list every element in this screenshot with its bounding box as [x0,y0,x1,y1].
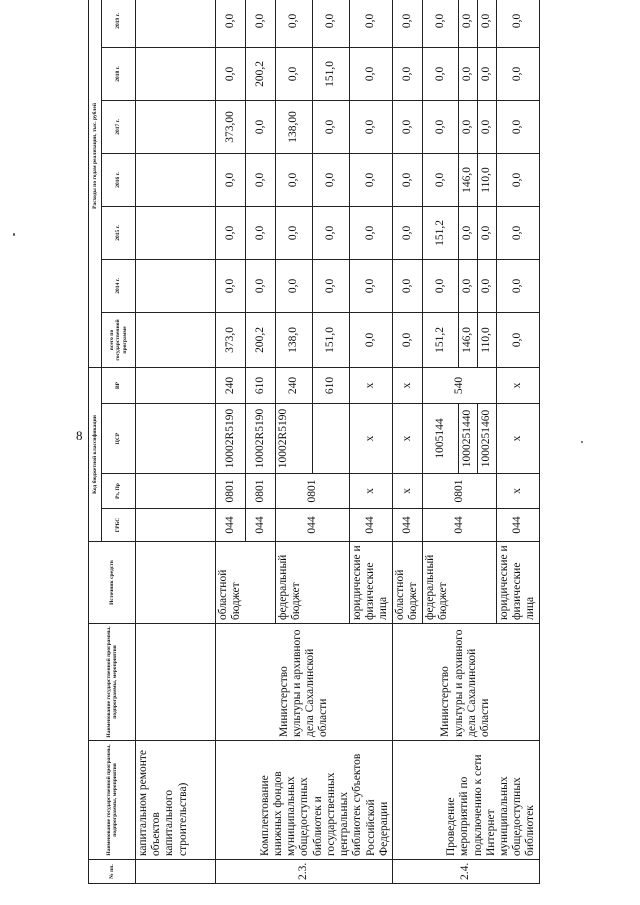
cell-value: 0,0 [313,0,350,47]
header-year: 2019 г. [102,0,136,47]
header-vr: ВР [102,367,136,403]
cell-value: 0,0 [423,0,459,47]
cell-source: областной бюджет [216,542,276,624]
cell-source: юридические и физические лица [497,542,540,624]
cell-value: 146,0 [459,153,478,206]
cell-total: 0,0 [497,312,540,367]
cell-program-name: Проведение мероприятий по подключению к сети Интернет муниципальных общедоступных библиотек [393,741,540,860]
cell-value: 0,0 [216,47,246,100]
scan-speck [13,233,15,236]
cell-value: 151,2 [423,206,459,259]
cell-value: 0,0 [216,259,246,312]
cell-value: 0,0 [423,259,459,312]
header-no: № пп. [89,860,136,884]
cell-value: 0,0 [313,259,350,312]
cell-value: 0,0 [350,100,393,153]
cell-value: 0,0 [478,259,497,312]
header-grbs: ГРБС [102,509,136,542]
header-expenses: Расходы по годам реализации, тыс. рублей [89,0,102,367]
cell-value: 110,0 [478,153,497,206]
cell-vr: 240 [216,367,246,403]
page-number: 8 [76,428,83,443]
program-table [88,0,540,884]
header-year: 2016 г. [102,153,136,206]
header-rzpr: Рз, Пр [102,474,136,509]
cell-value: 0,0 [276,206,313,259]
cell-grbs: 044 [276,509,350,542]
header-year: 2018 г. [102,47,136,100]
header-budget-code: Код бюджетной классификации [89,367,102,541]
cell-total: 0,0 [393,312,423,367]
cell-csr: 1005144 [423,404,459,474]
cell-value: 0,0 [246,0,276,47]
cell-value: 0,0 [216,153,246,206]
rotated-sheet [88,13,614,884]
cell-value: 0,0 [497,206,540,259]
cell-value: 0,0 [276,259,313,312]
cell-value: 0,0 [423,100,459,153]
cell-grbs: 044 [216,509,246,542]
header-program-name: Наименование государственной программы, подпрограммы, мероприятия [89,741,136,860]
cell-value: 0,0 [459,47,478,100]
cell-csr: 10002R5190 [246,404,276,474]
cell-rzpr: 0801 [246,474,276,509]
cell-executor: Министерство культуры и архивного дела Сахалинской области [393,624,540,741]
cell-value: 0,0 [350,47,393,100]
cell-vr: 240 [276,367,313,403]
cell-value: 0,0 [393,259,423,312]
cell-csr: x [393,404,423,474]
cell-csr [313,404,350,474]
cell-csr: 10002R5190 [216,404,246,474]
cell-total: 200,2 [246,312,276,367]
cell-value: 0,0 [459,206,478,259]
cell-rzpr: 0801 [276,474,350,509]
cell-value: 373,00 [216,100,246,153]
cell-rzpr: x [393,474,423,509]
cell-total: 138,0 [276,312,313,367]
cell-source: областной бюджет [393,542,423,624]
cell-value: 0,0 [276,0,313,47]
cell-csr: 10002R5190 [276,404,313,474]
header-year: 2017 г. [102,100,136,153]
cell-vr: 610 [313,367,350,403]
cell-total: 110,0 [478,312,497,367]
header-year: 2014 г. [102,259,136,312]
cell-value: 151,0 [313,47,350,100]
cell-rzpr: x [350,474,393,509]
cell-value: 138,00 [276,100,313,153]
cell-value: 0,0 [497,0,540,47]
cell-value: 0,0 [216,0,246,47]
cell-csr: 1000251460 [478,404,497,474]
cell-value: 0,0 [350,0,393,47]
cell-no: 2.3. [216,860,393,884]
cell-no [136,860,216,884]
cell-value: 0,0 [350,153,393,206]
cell-source: федеральный бюджет [423,542,497,624]
cell-vr: 540 [423,367,497,403]
cell-value: 0,0 [497,259,540,312]
cell-csr: x [350,404,393,474]
cell-value: 0,0 [478,206,497,259]
cell-value: 0,0 [459,0,478,47]
table-row [393,0,423,884]
cell-total: 0,0 [350,312,393,367]
cell-vr: x [350,367,393,403]
cell-value: 0,0 [313,153,350,206]
cell-value: 0,0 [246,100,276,153]
cell-grbs: 044 [393,509,423,542]
cell-vr: x [497,367,540,403]
cell-total: 151,2 [423,312,459,367]
cell-value: 0,0 [313,100,350,153]
cell-value: 0,0 [497,153,540,206]
cell-value: 0,0 [246,259,276,312]
cell-value: 0,0 [246,153,276,206]
cell-value: 0,0 [350,206,393,259]
cell-value: 200,2 [246,47,276,100]
header-csr: ЦСР [102,404,136,474]
table-row [216,0,246,884]
table-row [136,0,216,884]
cell-vr: 610 [246,367,276,403]
cell-grbs: 044 [423,509,497,542]
cell-program-name: капитальном ремонте объектов капитального строительства) [136,741,216,860]
cell-value: 0,0 [423,47,459,100]
cell-total: 146,0 [459,312,478,367]
header-source: Источник средств [89,542,136,624]
cell-value: 0,0 [497,100,540,153]
cell-csr: x [497,404,540,474]
cell-value: 0,0 [393,153,423,206]
cell-source: федеральный бюджет [276,542,350,624]
cell-csr: 1000251440 [459,404,478,474]
cell-value: 0,0 [478,47,497,100]
cell-value: 0,0 [276,153,313,206]
cell-value: 0,0 [497,47,540,100]
cell-grbs: 044 [350,509,393,542]
cell-value: 0,0 [393,206,423,259]
cell-executor: Министерство культуры и архивного дела Сахалинской области [216,624,393,741]
cell-source: юридические и физические лица [350,542,393,624]
cell-value: 0,0 [459,259,478,312]
cell-value: 0,0 [313,206,350,259]
cell-program-name: Комплектование книжных фондов муниципальных общедоступных библиотек и государственных центральных библиотек субъектов Российской Федерации [216,741,393,860]
cell-total: 373,0 [216,312,246,367]
cell-value: 0,0 [478,100,497,153]
cell-value: 0,0 [246,206,276,259]
cell-value: 0,0 [393,100,423,153]
header-total: всего по государственной программе [102,312,136,367]
cell-value: 0,0 [393,0,423,47]
cell-value: 0,0 [350,259,393,312]
header-year: 2015 г. [102,206,136,259]
cell-total: 151,0 [313,312,350,367]
cell-no: 2.4. [393,860,540,884]
header-executor: Наименование государственной программы, подпрограммы, мероприятия [89,624,136,741]
cell-rzpr: 0801 [423,474,497,509]
cell-grbs: 044 [497,509,540,542]
cell-grbs: 044 [246,509,276,542]
cell-vr: x [393,367,423,403]
cell-value: 0,0 [478,0,497,47]
cell-value: 0,0 [393,47,423,100]
cell-value: 0,0 [423,153,459,206]
cell-value: 0,0 [216,206,246,259]
cell-rzpr: x [497,474,540,509]
cell-value: 0,0 [276,47,313,100]
cell-rzpr: 0801 [216,474,246,509]
cell-value: 0,0 [459,100,478,153]
